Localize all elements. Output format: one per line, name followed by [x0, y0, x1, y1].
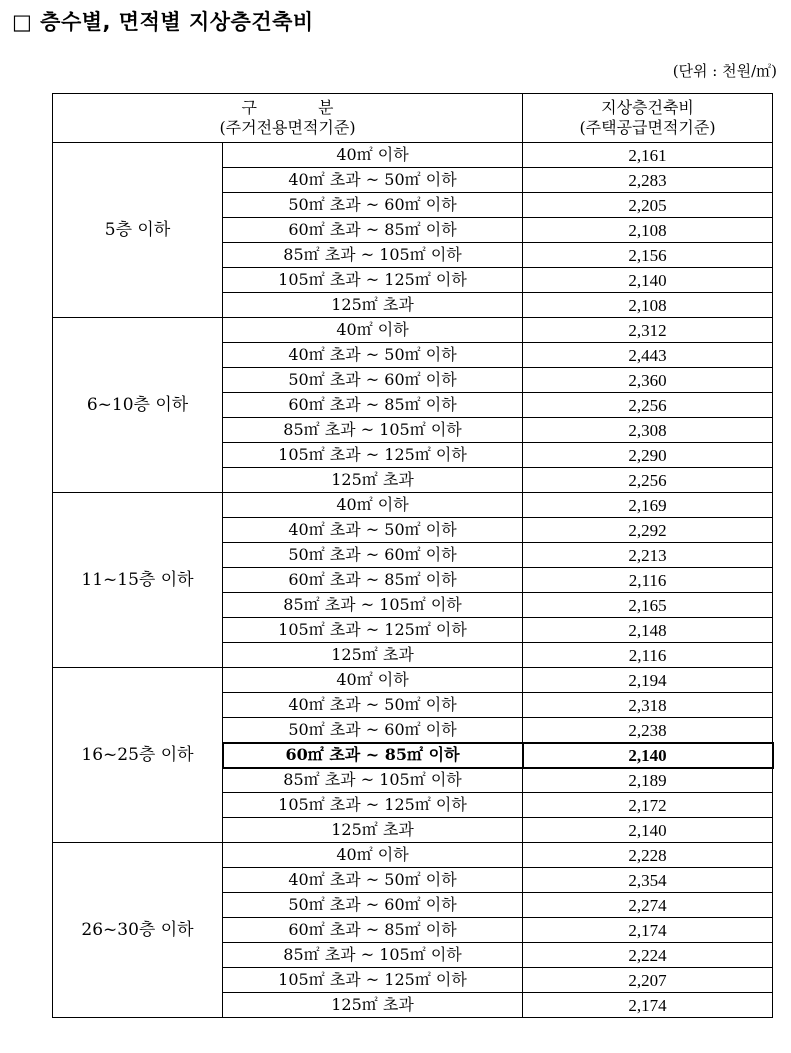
area-range-cell: 85㎡ 초과 ~ 105㎡ 이하 [223, 243, 523, 268]
cost-value-cell: 2,194 [523, 668, 773, 693]
cost-value-cell: 2,156 [523, 243, 773, 268]
floor-group-label: 26~30층 이하 [53, 843, 223, 1018]
cost-value-cell: 2,312 [523, 318, 773, 343]
area-range-cell: 40㎡ 초과 ~ 50㎡ 이하 [223, 168, 523, 193]
area-range-cell: 85㎡ 초과 ~ 105㎡ 이하 [223, 943, 523, 968]
area-range-cell: 40㎡ 초과 ~ 50㎡ 이하 [223, 693, 523, 718]
table-row [53, 493, 773, 518]
construction-cost-table [52, 93, 773, 1018]
cost-value-cell: 2,238 [523, 718, 773, 743]
area-range-cell: 105㎡ 초과 ~ 125㎡ 이하 [223, 968, 523, 993]
area-range-cell: 50㎡ 초과 ~ 60㎡ 이하 [223, 543, 523, 568]
cost-value-cell: 2,108 [523, 293, 773, 318]
floor-group-label: 11~15층 이하 [53, 493, 223, 668]
cost-value-cell: 2,140 [523, 818, 773, 843]
cost-value-cell: 2,161 [523, 143, 773, 168]
area-range-cell: 60㎡ 초과 ~ 85㎡ 이하 [223, 568, 523, 593]
header-category-basis: (주거전용면적기준) [219, 118, 356, 137]
cost-value-cell: 2,205 [523, 193, 773, 218]
floor-group-label: 6~10층 이하 [53, 318, 223, 493]
cost-value-cell: 2,360 [523, 368, 773, 393]
cost-value-cell: 2,189 [523, 768, 773, 793]
table-row [53, 843, 773, 868]
area-range-cell: 125㎡ 초과 [223, 643, 523, 668]
area-range-cell: 125㎡ 초과 [223, 468, 523, 493]
cost-value-cell: 2,213 [523, 543, 773, 568]
area-range-cell: 40㎡ 이하 [223, 668, 523, 693]
header-category [53, 94, 523, 143]
area-range-cell: 40㎡ 이하 [223, 143, 523, 168]
cost-value-cell: 2,116 [523, 568, 773, 593]
page-title: □ 층수별, 면적별 지상층건축비 [12, 10, 314, 34]
area-range-cell: 40㎡ 이하 [223, 843, 523, 868]
table-row [53, 143, 773, 168]
area-range-cell: 60㎡ 초과 ~ 85㎡ 이하 [223, 918, 523, 943]
table-row [53, 668, 773, 693]
cost-value-cell: 2,174 [523, 918, 773, 943]
unit-label: (단위 : 천원/㎡) [672, 62, 777, 80]
area-range-cell: 125㎡ 초과 [223, 818, 523, 843]
cost-value-cell: 2,290 [523, 443, 773, 468]
cost-value-cell: 2,116 [523, 643, 773, 668]
cost-value-cell: 2,256 [523, 393, 773, 418]
area-range-cell: 105㎡ 초과 ~ 125㎡ 이하 [223, 618, 523, 643]
area-range-cell: 40㎡ 이하 [223, 318, 523, 343]
area-range-cell: 105㎡ 초과 ~ 125㎡ 이하 [223, 793, 523, 818]
cost-value-cell: 2,165 [523, 593, 773, 618]
table-body [53, 143, 773, 1018]
cost-value-cell: 2,308 [523, 418, 773, 443]
area-range-cell: 85㎡ 초과 ~ 105㎡ 이하 [223, 593, 523, 618]
cost-value-cell: 2,140 [523, 743, 773, 768]
cost-value-cell: 2,228 [523, 843, 773, 868]
cost-value-cell: 2,174 [523, 993, 773, 1018]
table-row [53, 318, 773, 343]
header-category-title: 구 분 [241, 98, 334, 117]
area-range-cell: 50㎡ 초과 ~ 60㎡ 이하 [223, 718, 523, 743]
cost-value-cell: 2,256 [523, 468, 773, 493]
cost-value-cell: 2,207 [523, 968, 773, 993]
cost-value-cell: 2,354 [523, 868, 773, 893]
header-cost [523, 94, 773, 143]
cost-value-cell: 2,169 [523, 493, 773, 518]
header-cost-basis: (주택공급면적기준) [579, 118, 716, 137]
area-range-cell: 105㎡ 초과 ~ 125㎡ 이하 [223, 443, 523, 468]
cost-value-cell: 2,148 [523, 618, 773, 643]
area-range-cell: 60㎡ 초과 ~ 85㎡ 이하 [223, 218, 523, 243]
area-range-cell: 105㎡ 초과 ~ 125㎡ 이하 [223, 268, 523, 293]
cost-value-cell: 2,283 [523, 168, 773, 193]
area-range-cell: 40㎡ 초과 ~ 50㎡ 이하 [223, 518, 523, 543]
area-range-cell: 60㎡ 초과 ~ 85㎡ 이하 [223, 743, 523, 768]
cost-value-cell: 2,224 [523, 943, 773, 968]
cost-value-cell: 2,172 [523, 793, 773, 818]
table-header-row [53, 94, 773, 143]
area-range-cell: 40㎡ 초과 ~ 50㎡ 이하 [223, 868, 523, 893]
area-range-cell: 85㎡ 초과 ~ 105㎡ 이하 [223, 418, 523, 443]
floor-group-label: 5층 이하 [53, 143, 223, 318]
area-range-cell: 50㎡ 초과 ~ 60㎡ 이하 [223, 193, 523, 218]
cost-value-cell: 2,274 [523, 893, 773, 918]
area-range-cell: 125㎡ 초과 [223, 293, 523, 318]
area-range-cell: 85㎡ 초과 ~ 105㎡ 이하 [223, 768, 523, 793]
cost-value-cell: 2,140 [523, 268, 773, 293]
area-range-cell: 40㎡ 이하 [223, 493, 523, 518]
cost-value-cell: 2,292 [523, 518, 773, 543]
cost-value-cell: 2,108 [523, 218, 773, 243]
floor-group-label: 16~25층 이하 [53, 668, 223, 843]
area-range-cell: 50㎡ 초과 ~ 60㎡ 이하 [223, 893, 523, 918]
cost-value-cell: 2,443 [523, 343, 773, 368]
area-range-cell: 60㎡ 초과 ~ 85㎡ 이하 [223, 393, 523, 418]
area-range-cell: 125㎡ 초과 [223, 993, 523, 1018]
area-range-cell: 40㎡ 초과 ~ 50㎡ 이하 [223, 343, 523, 368]
header-cost-title: 지상층건축비 [601, 98, 694, 117]
cost-value-cell: 2,318 [523, 693, 773, 718]
area-range-cell: 50㎡ 초과 ~ 60㎡ 이하 [223, 368, 523, 393]
